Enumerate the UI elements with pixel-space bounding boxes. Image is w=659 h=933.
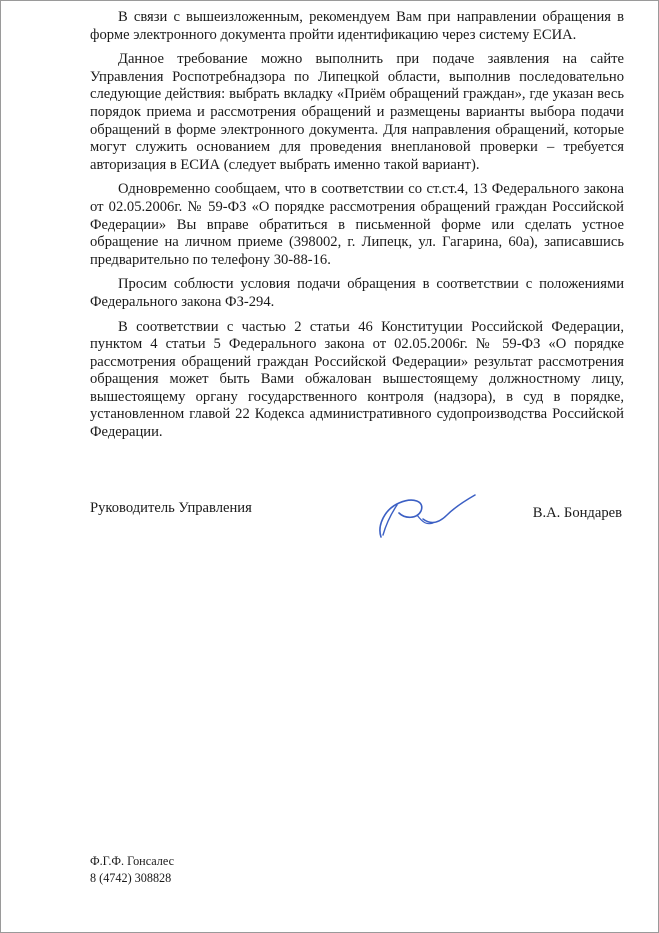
paragraph-appeal-rights: В соответствии с частью 2 статьи 46 Конституции Российской Федерации, пунктом 4 статьи 5 Федерального закона от 02.05.2006г. № 59-ФЗ «О порядке рассмотрения обращений граждан Российской Федерации» результат рассмотрения обращения может быть Вами обжалован вышестоящему должностному лицу, вышестоящему органу государственного контроля (надзора), в суд в порядке, установленном главой 22 Кодекса административного судопроизводства Российской Федерации. [90,318,624,441]
signatory-title: Руководитель Управления [90,500,252,516]
paragraph-law-294: Просим соблюсти условия подачи обращения в соответствии с положениями Федерального закона ФЗ-294. [90,276,624,310]
executor-name: Ф.Г.Ф. Гонсалес [90,854,174,868]
signatory-name: В.А. Бондарев [532,505,622,521]
executor-phone: 8 (4742) 308828 [90,871,172,885]
signature-block [90,485,624,545]
paragraph-esia-recommendation: В связи с вышеизложенным, рекомендуем Вам при направлении обращения в форме электронного документа пройти идентификацию через систему ЕСИА. [90,9,624,43]
paragraph-website-instructions: Данное требование можно выполнить при подаче заявления на сайте Управления Роспотребнадзора по Липецкой области, выполнив последовательно следующие действия: выбрать вкладку «Приём обращений граждан», где указан весь порядок приема и рассмотрения обращений и размещены варианты выбора подачи обращений в форме электронного документа. Для направления обращений, которые могут служить основанием для проведения внеплановой проверки – требуется авторизация в ЕСИА (следует выбрать именно такой вариант). [90,51,624,173]
executor-block [90,853,174,887]
handwritten-signature-icon [373,485,483,545]
letter-body [90,9,624,449]
paragraph-written-or-oral-appeal: Одновременно сообщаем, что в соответствии со ст.ст.4, 13 Федерального закона от 02.05.2006г. № 59-ФЗ «О порядке рассмотрения обращений граждан Российской Федерации» Вы вправе обратиться в письменной форме или сделать устное обращение на личном приеме (398002, г. Липецк, ул. Гагарина, 60а), записавшись предварительно по телефону 30-88-16. [90,181,624,268]
